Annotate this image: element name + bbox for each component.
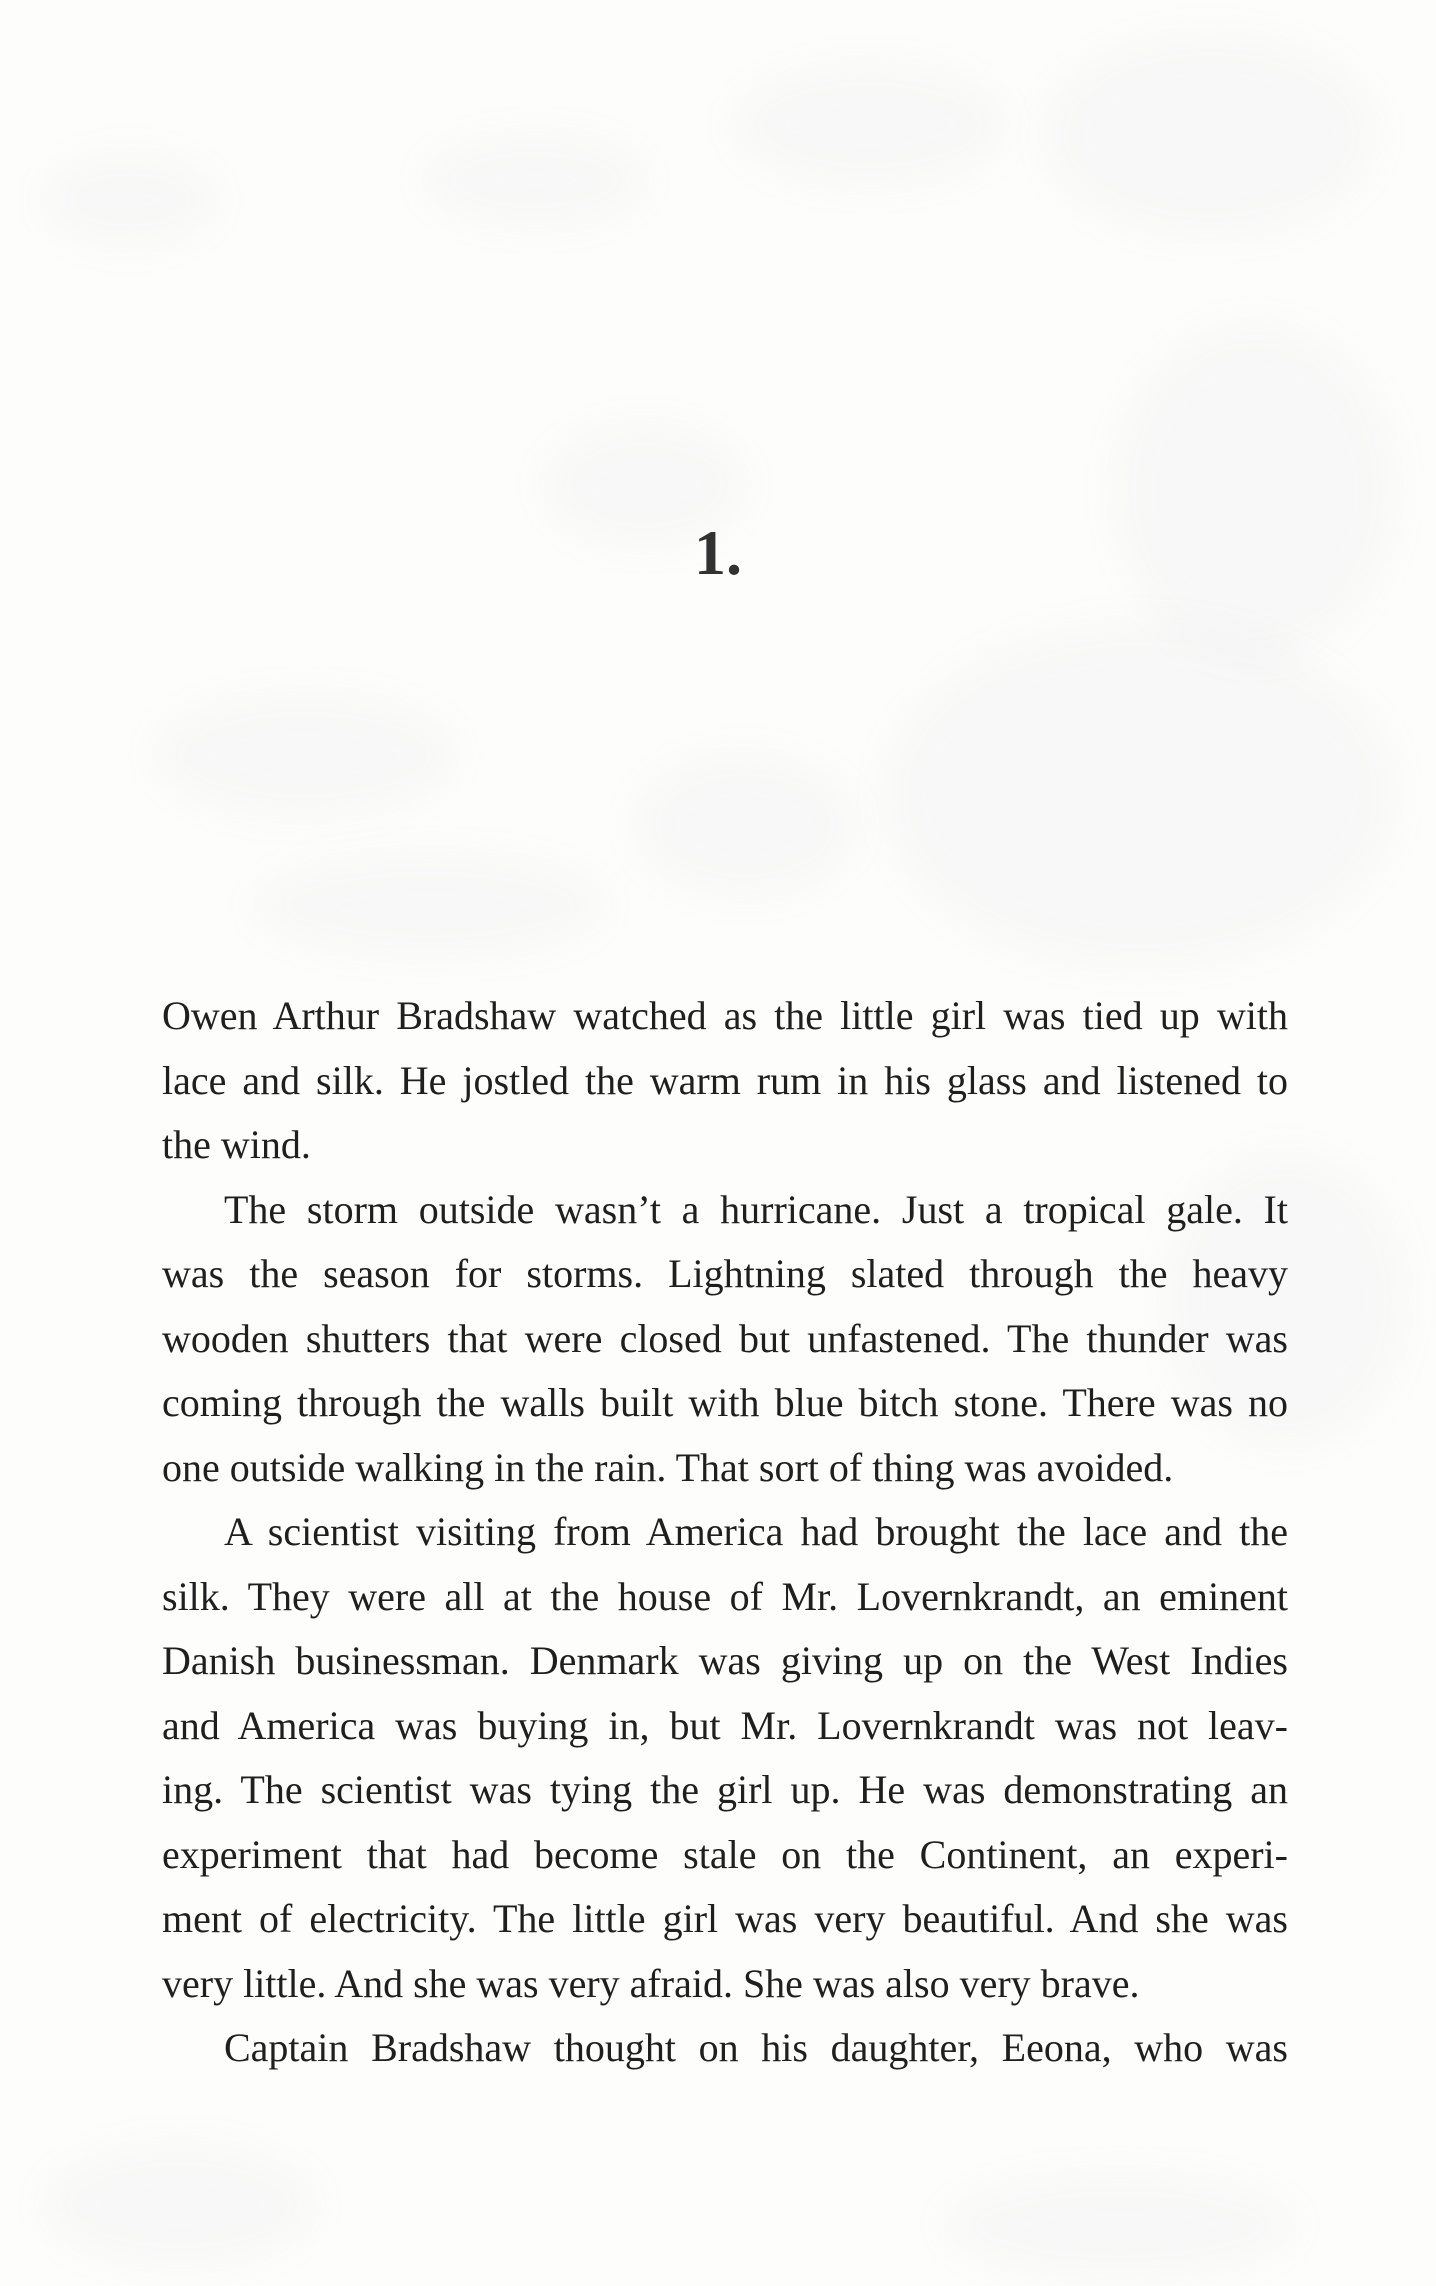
text-line: the wind. bbox=[162, 1122, 311, 1167]
text-line: Owen Arthur Bradshaw watched as the little girl was tied up with bbox=[162, 993, 1288, 1038]
text-line: A scientist visiting from America had brought the lace and the bbox=[224, 1509, 1288, 1554]
text-line: Captain Bradshaw thought on his daughter, Eeona, who was bbox=[224, 2025, 1288, 2070]
scan-smudge bbox=[940, 2170, 1300, 2280]
text-line: coming through the walls built with blue bitch stone. There was no bbox=[162, 1380, 1288, 1425]
paragraph bbox=[162, 2016, 1288, 2081]
scan-smudge bbox=[630, 750, 860, 900]
text-line: very little. And she was very afraid. She was also very brave. bbox=[162, 1960, 1140, 2006]
paragraph bbox=[162, 1178, 1288, 1501]
body-text bbox=[162, 984, 1288, 2081]
scan-smudge bbox=[1110, 320, 1400, 660]
text-line: was the season for storms. Lightning slated through the heavy bbox=[162, 1251, 1288, 1296]
paragraph bbox=[162, 1500, 1288, 2016]
scan-smudge bbox=[730, 60, 1010, 190]
scan-smudge bbox=[880, 620, 1400, 970]
text-line: The storm outside wasn’t a hurricane. Just a tropical gale. It bbox=[224, 1186, 1288, 1232]
text-line: experiment that had become stale on the Continent, an experi- bbox=[162, 1831, 1288, 1877]
text-line: one outside walking in the rain. That sort of thing was avoided. bbox=[162, 1444, 1174, 1490]
scan-smudge bbox=[420, 130, 650, 230]
text-line: ment of electricity. The little girl was very beautiful. And she was bbox=[162, 1896, 1288, 1941]
text-line: ing. The scientist was tying the girl up. He was demonstrating an bbox=[162, 1767, 1288, 1812]
text-line: wooden shutters that were closed but unfastened. The thunder was bbox=[162, 1315, 1288, 1361]
text-line: lace and silk. He jostled the warm rum in his glass and listened to bbox=[162, 1057, 1288, 1103]
scan-smudge bbox=[250, 850, 610, 960]
paragraph bbox=[162, 984, 1288, 1178]
scan-smudge bbox=[40, 150, 220, 250]
scan-smudge bbox=[1040, 30, 1380, 240]
text-line: silk. They were all at the house of Mr. Lovernkrandt, an eminent bbox=[162, 1573, 1288, 1619]
text-line: and America was buying in, but Mr. Lovernkrandt was not leav- bbox=[162, 1702, 1288, 1748]
text-line: Danish businessman. Denmark was giving up on the West Indies bbox=[162, 1638, 1288, 1683]
scan-smudge bbox=[40, 2140, 320, 2270]
scan-smudge bbox=[150, 690, 460, 820]
chapter-number: 1. bbox=[694, 517, 742, 588]
